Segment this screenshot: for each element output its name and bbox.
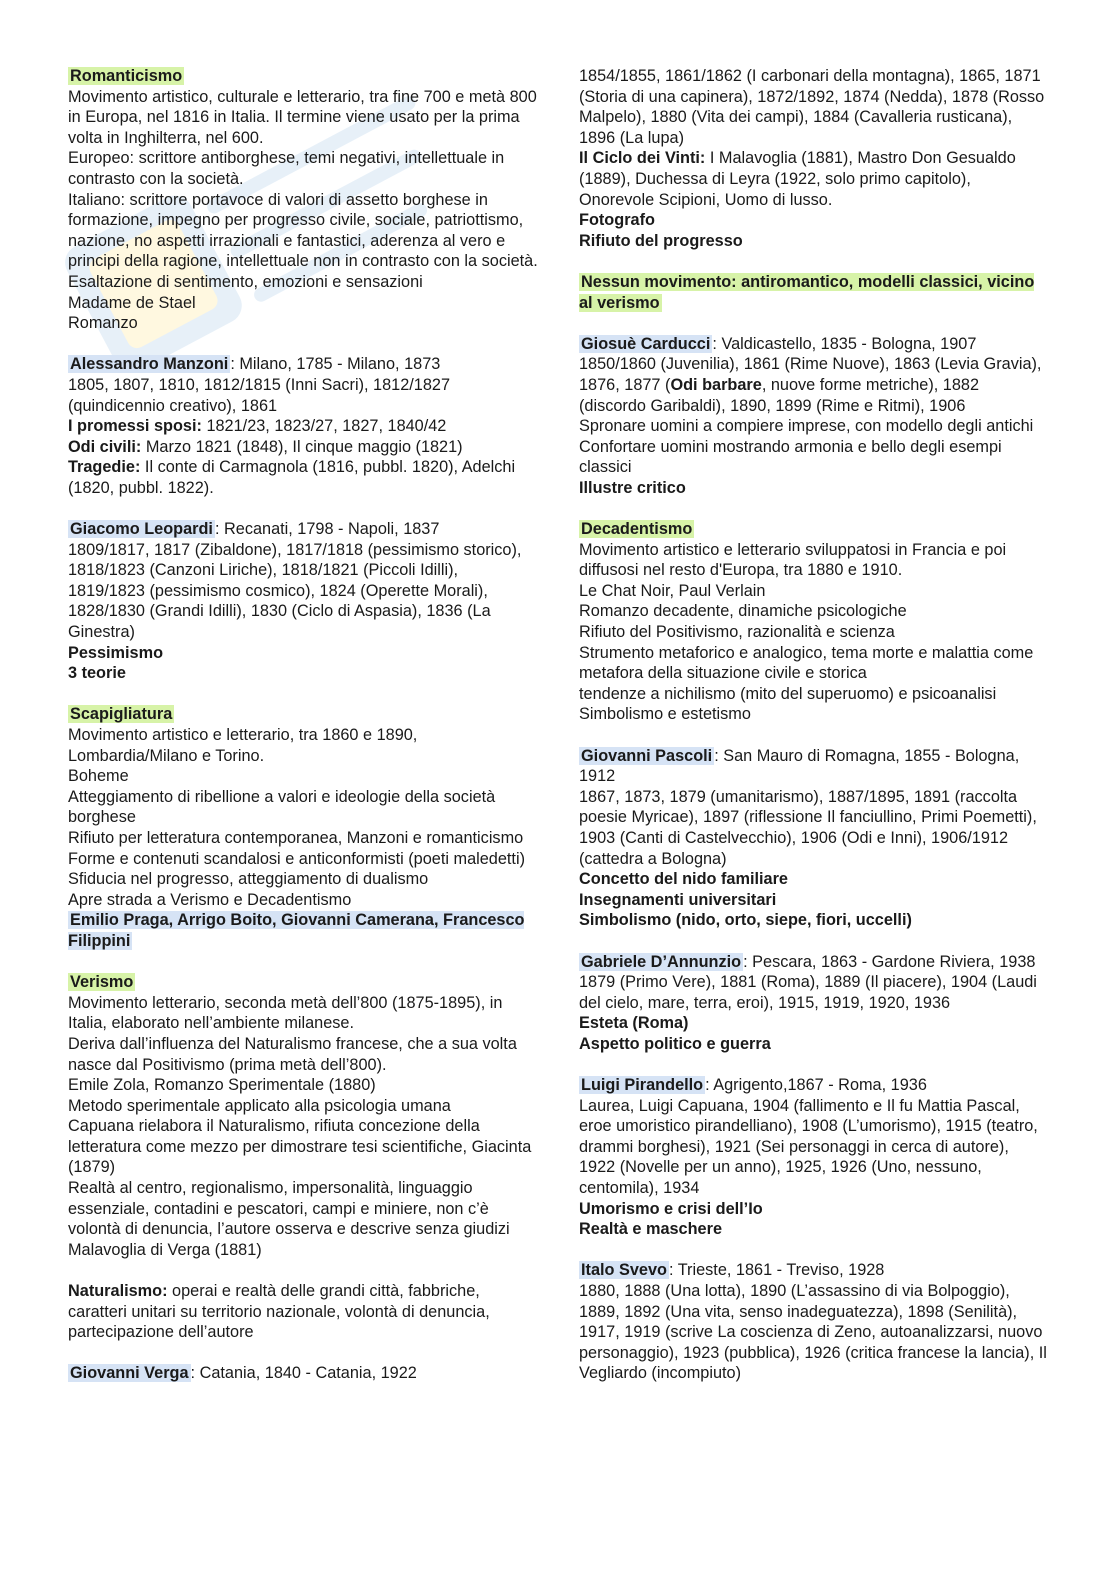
author-info: : Catania, 1840 - Catania, 1922 [190, 1364, 417, 1383]
section-svevo [579, 1260, 1049, 1384]
work-label: Il Ciclo dei Vinti: [579, 149, 706, 168]
heading-verismo: Verismo [70, 973, 134, 992]
text-line: Rifiuto per letteratura contemporanea, Manzoni e romanticismo [68, 828, 524, 847]
work-text: Il conte di Carmagnola (1816, pubbl. 1820), Adelchi (1820, pubbl. 1822). [68, 458, 516, 497]
text-line: Metodo sperimentale applicato alla psicologia umana [68, 1096, 451, 1115]
text-line: Europeo: scrittore antiborghese, temi negativi, intellettuale in contrasto con la società. [68, 149, 505, 188]
key-concept: Illustre critico [579, 478, 686, 497]
text-line: Forme e contenuti scandalosi e anticonformisti (poeti maledetti) [68, 849, 525, 868]
text-line: Apre strada a Verismo e Decadentismo [68, 890, 352, 909]
author-info: : San Mauro di Romagna, 1855 - Bologna, 1912 [579, 746, 1020, 786]
author-info: : Trieste, 1861 - Treviso, 1928 [668, 1261, 885, 1280]
key-concept: Rifiuto del progresso [579, 231, 743, 250]
author-dates: Laurea, Luigi Capuana, 1904 (fallimento e Il fu Mattia Pascal, eroe umoristico pirandelliano), 1908 (L’umorismo), 1915 (teatro, drammi borghesi), 1921 (Sei personaggi in cerca di autore), 1922 (Novelle per un anno), 1925, 1926 (Uno, nessuno, centomila), 1934 [579, 1096, 1038, 1198]
key-concept: Pessimismo [68, 643, 164, 662]
text-line: Simbolismo e estetismo [579, 705, 751, 724]
author-info: : Agrigento,1867 - Roma, 1936 [705, 1076, 927, 1095]
work-label: Odi barbare [670, 375, 762, 394]
work-label: I promessi sposi: [68, 417, 202, 436]
text-line: Realtà al centro, regionalismo, impersonalità, linguaggio essenziale, contadini e pescatori, campi e miniere, non c’è volontà di denuncia, l’autore osserva e descrive senza giudizi [68, 1179, 510, 1239]
heading-nessun-movimento: Nessun movimento: antiromantico, modelli classici, vicino al verismo [579, 272, 1035, 312]
text-line: Movimento artistico e letterario, tra 1860 e 1890, Lombardia/Milano e Torino. [68, 726, 418, 765]
heading-romanticismo: Romanticismo [70, 67, 183, 85]
right-column [579, 66, 1049, 1384]
section-scapigliatura [68, 704, 538, 951]
text-line: Romanzo decadente, dinamiche psicologiche [579, 602, 907, 621]
text-line: Le Chat Noir, Paul Verlain [579, 581, 766, 600]
author-dates: 1879 (Primo Vere), 1881 (Roma), 1889 (Il piacere), 1904 (Laudi del cielo, mare, terra, eroi), 1915, 1919, 1920, 1936 [579, 973, 1037, 1012]
text-line: Confortare uomini mostrando armonia e bello degli esempi classici [579, 437, 1002, 477]
key-concept: Insegnamenti universitari [579, 890, 777, 909]
text-line: Strumento metaforico e analogico, tema morte e malattia come metafora della situazione civile e storica [579, 643, 1034, 683]
work-label: Odi civili: [68, 437, 142, 456]
section-carducci [579, 334, 1049, 499]
author-dates: 1809/1817, 1817 (Zibaldone), 1817/1818 (pessimismo storico), 1818/1823 (Canzoni Liriche), 1818/1821 (Piccoli Idilli), 1819/1823 (pessimismo cosmico), 1824 (Operette Morali), 1828/1830 (Grandi Idilli), 1830 (Ciclo di Aspasia), 1836 (La Ginestra) [68, 540, 522, 642]
section-verismo [68, 972, 538, 1260]
author-name: Giacomo Leopardi [70, 520, 213, 539]
section-dannunzio [579, 952, 1049, 1055]
author-name: Alessandro Manzoni [70, 355, 229, 374]
work-text: I Malavoglia (1881), Mastro Don Gesualdo (1889), Duchessa di Leyra (1922, solo primo capitolo), Onorevole Scipioni, Uomo di lusso. [579, 149, 1016, 209]
work-text: 1821/23, 1823/27, 1827, 1840/42 [201, 417, 447, 436]
author-dates: , nuove forme metriche), 1882 (discordo Garibaldi), 1890, 1899 (Rime e Ritmi), 1906 [579, 375, 980, 415]
text-line: Emile Zola, Romanzo Sperimentale (1880) [68, 1076, 376, 1095]
section-pascoli [579, 746, 1049, 931]
author-name: Gabriele D’Annunzio [581, 952, 742, 971]
author-dates: 1880, 1888 (Una lotta), 1890 (L’assassino di via Bolpoggio), 1889, 1892 (Una vita, senso inadeguatezza), 1898 (Senilità), 1917, 1919 (scrive La coscienza di Zeno, autoanalizzarsi, nuovo personaggio), 1923 (pubblica), 1926 (critica francese la lancia), Il Vegliardo (incompiuto) [579, 1282, 1047, 1383]
section-manzoni [68, 354, 538, 498]
text-line: Madame de Stael [68, 293, 196, 312]
author-dates: 1854/1855, 1861/1862 (I carbonari della montagna), 1865, 1871 (Storia di una capinera), 1872/1892, 1874 (Nedda), 1878 (Rosso Malpelo), 1880 (Vita dei campi), 1884 (Cavalleria rusticana), 1896 (La lupa) [579, 67, 1045, 147]
text-line: Sfiducia nel progresso, atteggiamento di dualismo [68, 870, 429, 889]
left-column [68, 66, 538, 1384]
section-verga [68, 1363, 538, 1384]
author-dates: 1850/1860 (Juvenilia), 1861 (Rime Nuove), 1863 (Levia Gravia), 1876, 1877 ( [579, 355, 1042, 394]
work-label: Tragedie: [68, 458, 141, 477]
text-line: Movimento artistico e letterario sviluppatosi in Francia e poi diffusosi nel resto d'Europa, tra 1880 e 1910. [579, 540, 1007, 580]
author-name: Giovanni Verga [70, 1364, 189, 1383]
authors-list: Emilio Praga, Arrigo Boito, Giovanni Camerana, Francesco Filippini [68, 911, 525, 950]
section-naturalismo [68, 1281, 538, 1343]
key-concept: Esteta (Roma) [579, 1014, 689, 1033]
text-line: Movimento letterario, seconda metà dell’800 (1875-1895), in Italia, elaborato nell’ambiente milanese. [68, 993, 503, 1033]
author-name: Luigi Pirandello [581, 1076, 704, 1095]
key-concept: Aspetto politico e guerra [579, 1034, 771, 1053]
heading-scapigliatura: Scapigliatura [70, 705, 173, 724]
text-line: Deriva dall’influenza del Naturalismo francese, che a sua volta nasce dal Positivismo (prima metà dell’800). [68, 1034, 517, 1074]
author-name: Giosuè Carducci [581, 334, 711, 353]
author-dates: 1867, 1873, 1879 (umanitarismo), 1887/1895, 1891 (raccolta poesie Myricae), 1897 (riflessione Il fanciullino, Primi Poemetti), 1903 (Canti di Castelvecchio), 1906 (Odi e Inni), 1906/1912 (cattedra a Bologna) [579, 787, 1037, 868]
author-name: Italo Svevo [581, 1261, 667, 1280]
heading-decadentismo: Decadentismo [581, 520, 693, 539]
section-decadentismo [579, 519, 1049, 725]
text-line: Atteggiamento di ribellione a valori e ideologie della società borghese [68, 787, 496, 827]
text-line: Esaltazione di sentimento, emozioni e sensazioni [68, 272, 423, 291]
author-info: : Pescara, 1863 - Gardone Riviera, 1938 [743, 952, 1036, 971]
work-text: Marzo 1821 (1848), Il cinque maggio (1821) [141, 437, 463, 456]
text-line: Rifiuto del Positivismo, razionalità e scienza [579, 623, 895, 642]
key-concept: Realtà e maschere [579, 1220, 723, 1239]
text-line: Malavoglia di Verga (1881) [68, 1240, 262, 1259]
text-line: tendenze a nichilismo (mito del superuomo) e psicoanalisi [579, 684, 997, 703]
author-dates: 1805, 1807, 1810, 1812/1815 (Inni Sacri), 1812/1827 (quindicennio creativo), 1861 [68, 375, 451, 415]
author-name: Giovanni Pascoli [581, 746, 713, 765]
author-info: : Recanati, 1798 - Napoli, 1837 [214, 520, 440, 539]
key-concept: Concetto del nido familiare [579, 870, 788, 889]
author-info: : Valdicastello, 1835 - Bologna, 1907 [712, 334, 977, 353]
section-verga-continued [579, 66, 1049, 251]
author-info: : Milano, 1785 - Milano, 1873 [230, 355, 441, 374]
section-pirandello [579, 1075, 1049, 1240]
text-line: Romanzo [68, 314, 138, 333]
text-line: Movimento artistico, culturale e letterario, tra fine 700 e metà 800 in Europa, nel 1816 in Italia. Il termine viene usato per la prima volta in Inghilterra, nel 600. [68, 87, 537, 147]
text-line: Italiano: scrittore portavoce di valori di assetto borghese in formazione, impegno per progresso civile, sociale, patriottismo, nazione, no aspetti irrazionali e fantastici, aderenza al vero e principi della ragione, intellettuale non in contrasto con la società. [68, 190, 538, 271]
text-line: Spronare uomini a compiere imprese, con modello degli antichi [579, 417, 1034, 436]
key-concept: Simbolismo (nido, orto, siepe, fiori, uccelli) [579, 911, 912, 930]
key-concept: 3 teorie [68, 664, 126, 683]
section-nessun-movimento [579, 272, 1049, 313]
key-concept: Umorismo e crisi dell’Io [579, 1199, 763, 1218]
section-leopardi [68, 519, 538, 684]
text-line: Boheme [68, 767, 129, 786]
section-romanticismo [68, 66, 538, 334]
term-text: operai e realtà delle grandi città, fabbriche, caratteri unitari su territorio nazionale, volontà di denuncia, partecipazione dell’autore [68, 1282, 490, 1342]
key-concept: Fotografo [579, 211, 655, 230]
term-label: Naturalismo: [68, 1282, 168, 1301]
text-line: Capuana rielabora il Naturalismo, rifiuta concezione della letteratura come mezzo per dimostrare tesi scientifiche, Giacinta (1879) [68, 1117, 532, 1177]
